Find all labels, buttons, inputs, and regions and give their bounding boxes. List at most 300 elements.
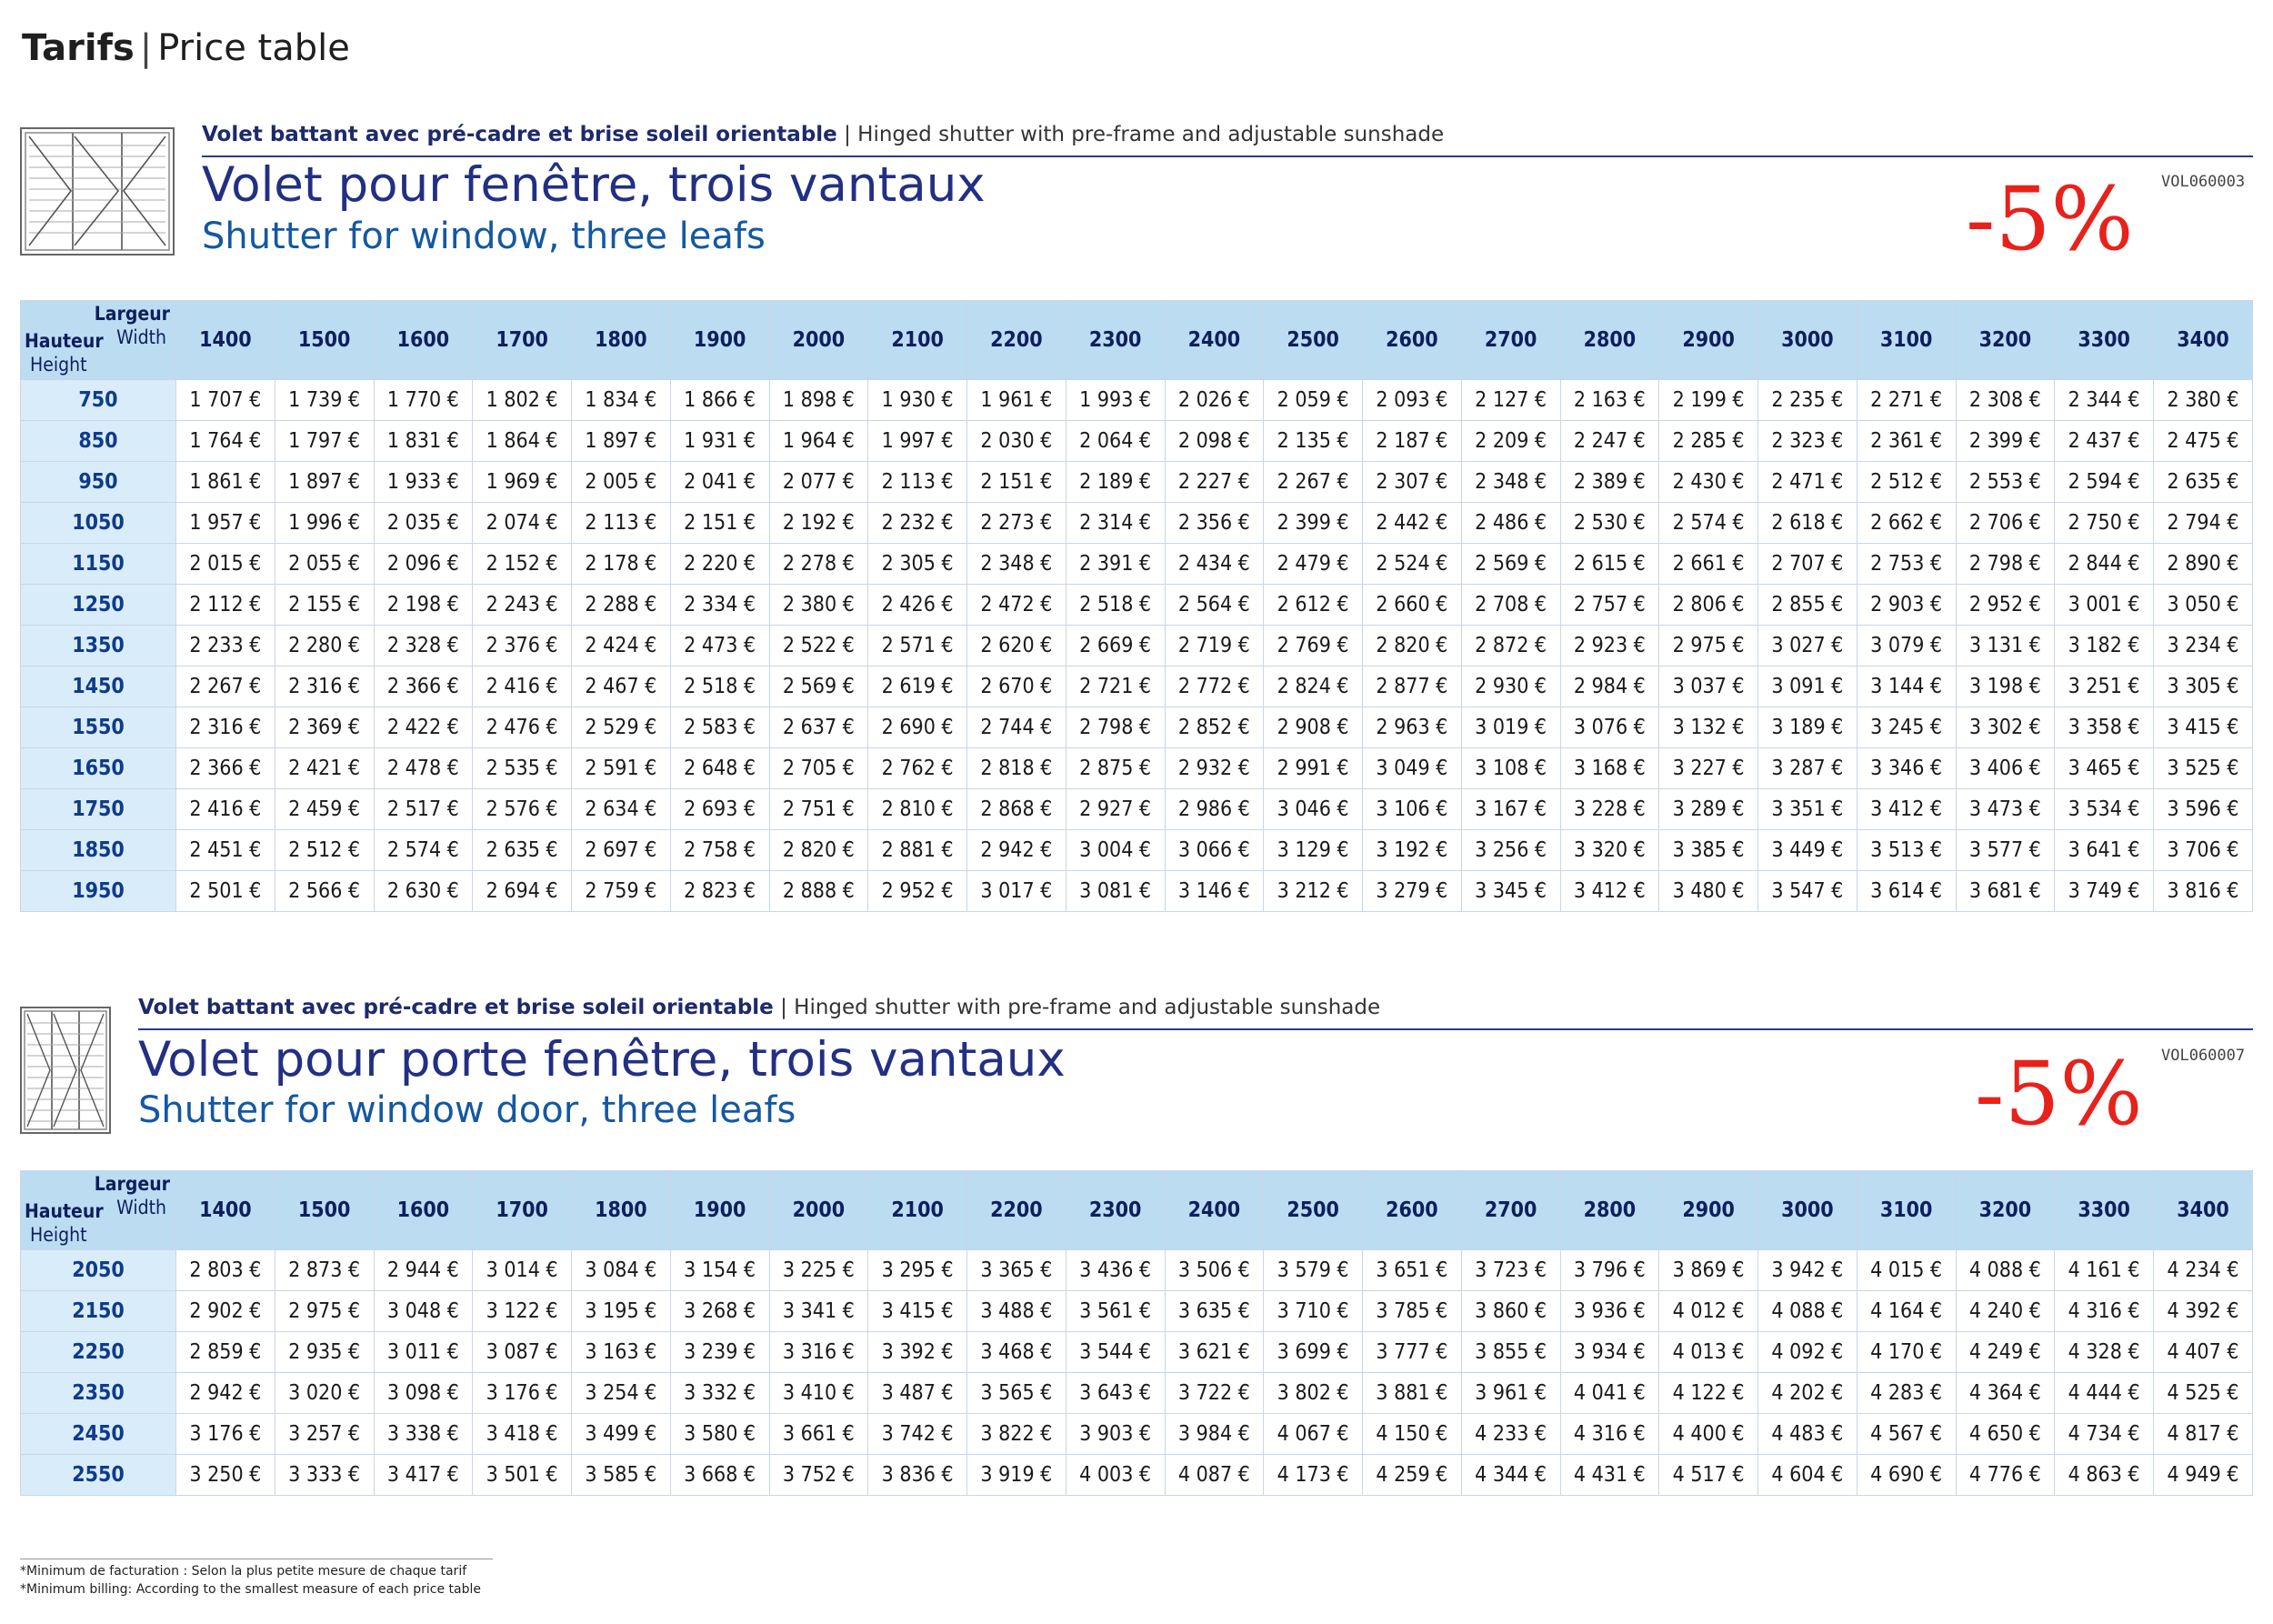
price-cell: 2 944 € xyxy=(374,1250,473,1291)
price-cell: 2 459 € xyxy=(275,789,374,830)
price-cell: 2 233 € xyxy=(176,626,275,667)
price-cell: 3 651 € xyxy=(1363,1250,1462,1291)
price-cell: 3 001 € xyxy=(2055,585,2154,626)
price-cell: 3 195 € xyxy=(572,1291,671,1332)
price-cell: 2 571 € xyxy=(868,626,967,667)
price-cell: 2 932 € xyxy=(1165,748,1264,789)
price-cell: 4 483 € xyxy=(1758,1414,1857,1455)
height-header: 2350 xyxy=(21,1373,176,1414)
page-title-rest: Price table xyxy=(157,27,350,69)
price-cell: 2 280 € xyxy=(275,626,374,667)
price-cell: 3 499 € xyxy=(572,1414,671,1455)
section-title-fr: Volet pour porte fenêtre, trois vantaux xyxy=(138,1032,1066,1088)
height-header: 1450 xyxy=(21,667,176,707)
price-cell: 2 635 € xyxy=(2154,462,2253,503)
price-cell: 2 564 € xyxy=(1165,585,1264,626)
price-cell: 2 220 € xyxy=(670,544,769,585)
subtitle-fr: Volet battant avec pré-cadre et brise soleil orientable xyxy=(202,123,837,146)
price-cell: 2 356 € xyxy=(1165,503,1264,544)
subtitle-divider: | xyxy=(780,996,787,1019)
price-cell: 2 806 € xyxy=(1659,585,1758,626)
price-cell: 2 112 € xyxy=(176,585,275,626)
price-cell: 2 366 € xyxy=(176,748,275,789)
price-cell: 2 178 € xyxy=(572,544,671,585)
price-cell: 3 049 € xyxy=(1363,748,1462,789)
page-title-bold: Tarifs xyxy=(22,27,135,69)
price-cell: 2 422 € xyxy=(374,707,473,748)
price-cell: 2 942 € xyxy=(176,1373,275,1414)
price-cell: 2 942 € xyxy=(967,830,1066,871)
price-cell: 2 192 € xyxy=(769,503,868,544)
price-cell: 3 436 € xyxy=(1066,1250,1165,1291)
price-cell: 2 707 € xyxy=(1758,544,1857,585)
price-cell: 2 307 € xyxy=(1363,462,1462,503)
price-cell: 2 501 € xyxy=(176,871,275,912)
price-cell: 2 344 € xyxy=(2055,380,2154,421)
price-cell: 3 050 € xyxy=(2154,585,2253,626)
price-cell: 2 635 € xyxy=(473,830,572,871)
height-header: 1550 xyxy=(21,707,176,748)
price-cell: 1 831 € xyxy=(374,421,473,462)
height-header: 2550 xyxy=(21,1455,176,1496)
price-cell: 3 163 € xyxy=(572,1332,671,1373)
price-cell: 4 316 € xyxy=(2055,1291,2154,1332)
table-row xyxy=(21,380,2253,421)
page-title-separator: | xyxy=(139,27,153,69)
footnote-fr: *Minimum de facturation : Selon la plus petite mesure de chaque tarif xyxy=(20,1564,467,1579)
price-cell: 3 316 € xyxy=(769,1332,868,1373)
price-cell: 2 163 € xyxy=(1560,380,1659,421)
price-cell: 2 235 € xyxy=(1758,380,1857,421)
price-cell: 3 984 € xyxy=(1165,1414,1264,1455)
width-header: 3200 xyxy=(1956,1171,2055,1250)
price-cell: 2 670 € xyxy=(967,667,1066,707)
width-header: 2500 xyxy=(1264,301,1363,380)
width-header: 2900 xyxy=(1659,1171,1758,1250)
price-cell: 2 661 € xyxy=(1659,544,1758,585)
corner-width: Width xyxy=(116,1197,166,1218)
price-cell: 3 132 € xyxy=(1659,707,1758,748)
price-cell: 4 067 € xyxy=(1264,1414,1363,1455)
price-cell: 4 088 € xyxy=(1758,1291,1857,1332)
price-cell: 3 037 € xyxy=(1659,667,1758,707)
price-cell: 2 041 € xyxy=(670,462,769,503)
price-cell: 2 437 € xyxy=(2055,421,2154,462)
price-cell: 3 881 € xyxy=(1363,1373,1462,1414)
price-cell: 2 753 € xyxy=(1857,544,1956,585)
price-cell: 3 525 € xyxy=(2154,748,2253,789)
price-cell: 4 316 € xyxy=(1560,1414,1659,1455)
price-cell: 2 391 € xyxy=(1066,544,1165,585)
price-cell: 4 092 € xyxy=(1758,1332,1857,1373)
price-cell: 1 969 € xyxy=(473,462,572,503)
height-header: 1050 xyxy=(21,503,176,544)
width-header: 2200 xyxy=(967,1171,1066,1250)
price-cell: 3 855 € xyxy=(1461,1332,1560,1373)
price-cell: 2 566 € xyxy=(275,871,374,912)
price-cell: 3 699 € xyxy=(1264,1332,1363,1373)
price-cell: 4 407 € xyxy=(2154,1332,2253,1373)
product-ref: VOL060003 xyxy=(2161,173,2246,191)
discount-badge: -5% xyxy=(1966,168,2134,270)
price-cell: 2 818 € xyxy=(967,748,1066,789)
price-cell: 3 415 € xyxy=(868,1291,967,1332)
price-cell: 3 287 € xyxy=(1758,748,1857,789)
price-cell: 3 936 € xyxy=(1560,1291,1659,1332)
price-cell: 3 338 € xyxy=(374,1414,473,1455)
price-cell: 2 093 € xyxy=(1363,380,1462,421)
price-cell: 2 035 € xyxy=(374,503,473,544)
price-cell: 3 122 € xyxy=(473,1291,572,1332)
price-cell: 2 803 € xyxy=(176,1250,275,1291)
price-cell: 2 113 € xyxy=(868,462,967,503)
price-cell: 3 596 € xyxy=(2154,789,2253,830)
price-cell: 2 569 € xyxy=(1461,544,1560,585)
height-header: 1750 xyxy=(21,789,176,830)
price-cell: 4 817 € xyxy=(2154,1414,2253,1455)
table-row xyxy=(21,462,2253,503)
price-cell: 4 170 € xyxy=(1857,1332,1956,1373)
price-cell: 2 576 € xyxy=(473,789,572,830)
price-table xyxy=(20,300,2253,912)
price-cell: 3 011 € xyxy=(374,1332,473,1373)
price-cell: 4 604 € xyxy=(1758,1455,1857,1496)
price-cell: 2 518 € xyxy=(670,667,769,707)
price-cell: 3 565 € xyxy=(967,1373,1066,1414)
price-cell: 2 273 € xyxy=(967,503,1066,544)
price-cell: 1 770 € xyxy=(374,380,473,421)
price-cell: 2 630 € xyxy=(374,871,473,912)
table-row xyxy=(21,830,2253,871)
price-cell: 2 615 € xyxy=(1560,544,1659,585)
price-cell: 3 418 € xyxy=(473,1414,572,1455)
price-cell: 3 020 € xyxy=(275,1373,374,1414)
price-cell: 2 927 € xyxy=(1066,789,1165,830)
price-cell: 2 660 € xyxy=(1363,585,1462,626)
price-cell: 3 580 € xyxy=(670,1414,769,1455)
price-cell: 1 931 € xyxy=(670,421,769,462)
width-header: 2300 xyxy=(1066,301,1165,380)
price-cell: 2 757 € xyxy=(1560,585,1659,626)
width-header: 2100 xyxy=(868,1171,967,1250)
width-header: 2900 xyxy=(1659,301,1758,380)
price-cell: 2 855 € xyxy=(1758,585,1857,626)
width-header: 1600 xyxy=(374,1171,473,1250)
price-cell: 1 964 € xyxy=(769,421,868,462)
price-cell: 3 661 € xyxy=(769,1414,868,1455)
price-cell: 2 473 € xyxy=(670,626,769,667)
section-subtitle xyxy=(138,996,1380,1019)
price-cell: 3 392 € xyxy=(868,1332,967,1373)
price-cell: 2 198 € xyxy=(374,585,473,626)
price-cell: 3 749 € xyxy=(2055,871,2154,912)
height-header: 2450 xyxy=(21,1414,176,1455)
price-cell: 2 015 € xyxy=(176,544,275,585)
price-cell: 2 189 € xyxy=(1066,462,1165,503)
price-cell: 2 512 € xyxy=(275,830,374,871)
price-cell: 2 278 € xyxy=(769,544,868,585)
price-cell: 2 612 € xyxy=(1264,585,1363,626)
price-cell: 3 465 € xyxy=(2055,748,2154,789)
price-cell: 4 431 € xyxy=(1560,1455,1659,1496)
price-cell: 2 479 € xyxy=(1264,544,1363,585)
width-header: 1500 xyxy=(275,1171,374,1250)
price-cell: 3 154 € xyxy=(670,1250,769,1291)
price-cell: 3 027 € xyxy=(1758,626,1857,667)
price-cell: 3 254 € xyxy=(572,1373,671,1414)
price-cell: 4 364 € xyxy=(1956,1373,2055,1414)
price-cell: 2 517 € xyxy=(374,789,473,830)
price-cell: 3 412 € xyxy=(1560,871,1659,912)
price-cell: 4 041 € xyxy=(1560,1373,1659,1414)
price-cell: 3 836 € xyxy=(868,1455,967,1496)
price-cell: 3 365 € xyxy=(967,1250,1066,1291)
table-row xyxy=(21,707,2253,748)
price-cell: 3 305 € xyxy=(2154,667,2253,707)
price-cell: 2 380 € xyxy=(769,585,868,626)
price-cell: 3 198 € xyxy=(1956,667,2055,707)
table-row xyxy=(21,1250,2253,1291)
price-cell: 3 168 € xyxy=(1560,748,1659,789)
price-cell: 2 055 € xyxy=(275,544,374,585)
price-cell: 1 897 € xyxy=(275,462,374,503)
price-cell: 1 957 € xyxy=(176,503,275,544)
price-cell: 3 816 € xyxy=(2154,871,2253,912)
discount-badge: -5% xyxy=(1975,1043,2143,1145)
price-cell: 2 690 € xyxy=(868,707,967,748)
price-cell: 2 902 € xyxy=(176,1291,275,1332)
price-cell: 2 669 € xyxy=(1066,626,1165,667)
price-cell: 3 351 € xyxy=(1758,789,1857,830)
price-cell: 2 059 € xyxy=(1264,380,1363,421)
price-cell: 3 822 € xyxy=(967,1414,1066,1455)
footnote-en: *Minimum billing: According to the smallest measure of each price table xyxy=(20,1582,481,1597)
price-cell: 1 834 € xyxy=(572,380,671,421)
price-cell: 3 869 € xyxy=(1659,1250,1758,1291)
price-cell: 2 285 € xyxy=(1659,421,1758,462)
table-row xyxy=(21,544,2253,585)
price-cell: 3 577 € xyxy=(1956,830,2055,871)
width-header: 3300 xyxy=(2055,301,2154,380)
width-header: 1500 xyxy=(275,301,374,380)
price-cell: 3 234 € xyxy=(2154,626,2253,667)
width-header: 3400 xyxy=(2154,301,2253,380)
corner-width: Width xyxy=(116,326,166,348)
price-cell: 3 480 € xyxy=(1659,871,1758,912)
price-cell: 3 417 € xyxy=(374,1455,473,1496)
width-header: 2800 xyxy=(1560,301,1659,380)
price-cell: 2 810 € xyxy=(868,789,967,830)
price-cell: 3 346 € xyxy=(1857,748,1956,789)
table-row xyxy=(21,667,2253,707)
price-cell: 3 643 € xyxy=(1066,1373,1165,1414)
price-cell: 2 098 € xyxy=(1165,421,1264,462)
price-cell: 1 996 € xyxy=(275,503,374,544)
table-row xyxy=(21,585,2253,626)
table-header-row xyxy=(21,301,2253,380)
price-cell: 1 993 € xyxy=(1066,380,1165,421)
price-cell: 2 328 € xyxy=(374,626,473,667)
price-cell: 2 823 € xyxy=(670,871,769,912)
price-cell: 2 451 € xyxy=(176,830,275,871)
price-cell: 4 233 € xyxy=(1461,1414,1560,1455)
price-cell: 3 129 € xyxy=(1264,830,1363,871)
price-cell: 1 961 € xyxy=(967,380,1066,421)
price-cell: 2 618 € xyxy=(1758,503,1857,544)
price-cell: 2 416 € xyxy=(176,789,275,830)
price-cell: 2 844 € xyxy=(2055,544,2154,585)
price-cell: 1 930 € xyxy=(868,380,967,421)
price-cell: 3 017 € xyxy=(967,871,1066,912)
price-cell: 2 247 € xyxy=(1560,421,1659,462)
price-cell: 2 151 € xyxy=(670,503,769,544)
price-cell: 2 762 € xyxy=(868,748,967,789)
price-cell: 2 619 € xyxy=(868,667,967,707)
width-header: 1400 xyxy=(176,301,275,380)
price-cell: 4 259 € xyxy=(1363,1455,1462,1496)
price-cell: 3 415 € xyxy=(2154,707,2253,748)
price-table xyxy=(20,1170,2253,1496)
price-cell: 4 328 € xyxy=(2055,1332,2154,1373)
width-header: 1800 xyxy=(572,301,671,380)
price-cell: 4 949 € xyxy=(2154,1455,2253,1496)
price-cell: 2 416 € xyxy=(473,667,572,707)
price-cell: 2 486 € xyxy=(1461,503,1560,544)
price-cell: 3 802 € xyxy=(1264,1373,1363,1414)
subtitle-fr: Volet battant avec pré-cadre et brise soleil orientable xyxy=(138,996,774,1019)
height-header: 2150 xyxy=(21,1291,176,1332)
height-header: 1850 xyxy=(21,830,176,871)
width-header: 3100 xyxy=(1857,301,1956,380)
price-cell: 3 406 € xyxy=(1956,748,2055,789)
price-cell: 2 305 € xyxy=(868,544,967,585)
price-cell: 3 919 € xyxy=(967,1455,1066,1496)
width-header: 3000 xyxy=(1758,1171,1857,1250)
price-cell: 2 930 € xyxy=(1461,667,1560,707)
price-cell: 2 323 € xyxy=(1758,421,1857,462)
price-cell: 2 794 € xyxy=(2154,503,2253,544)
section-title-fr: Volet pour fenêtre, trois vantaux xyxy=(202,157,986,213)
price-cell: 2 706 € xyxy=(1956,503,2055,544)
width-header: 3100 xyxy=(1857,1171,1956,1250)
price-cell: 3 487 € xyxy=(868,1373,967,1414)
price-cell: 1 898 € xyxy=(769,380,868,421)
price-cell: 3 752 € xyxy=(769,1455,868,1496)
price-cell: 2 868 € xyxy=(967,789,1066,830)
price-cell: 3 706 € xyxy=(2154,830,2253,871)
subtitle-en: Hinged shutter with pre-frame and adjustable sunshade xyxy=(794,996,1381,1019)
price-cell: 3 091 € xyxy=(1758,667,1857,707)
price-cell: 3 410 € xyxy=(769,1373,868,1414)
width-header: 2300 xyxy=(1066,1171,1165,1250)
price-cell: 3 084 € xyxy=(572,1250,671,1291)
height-header: 1250 xyxy=(21,585,176,626)
price-cell: 2 759 € xyxy=(572,871,671,912)
height-header: 750 xyxy=(21,380,176,421)
price-cell: 3 412 € xyxy=(1857,789,1956,830)
price-cell: 2 721 € xyxy=(1066,667,1165,707)
price-cell: 3 076 € xyxy=(1560,707,1659,748)
price-cell: 3 066 € xyxy=(1165,830,1264,871)
price-cell: 3 742 € xyxy=(868,1414,967,1455)
price-cell: 2 127 € xyxy=(1461,380,1560,421)
price-cell: 4 690 € xyxy=(1857,1455,1956,1496)
price-cell: 2 271 € xyxy=(1857,380,1956,421)
table-row xyxy=(21,748,2253,789)
table-corner-header xyxy=(21,301,176,380)
price-cell: 2 399 € xyxy=(1264,503,1363,544)
price-cell: 3 239 € xyxy=(670,1332,769,1373)
price-cell: 4 150 € xyxy=(1363,1414,1462,1455)
section-title-en: Shutter for window, three leafs xyxy=(202,216,766,257)
price-cell: 3 635 € xyxy=(1165,1291,1264,1332)
price-cell: 3 961 € xyxy=(1461,1373,1560,1414)
price-cell: 2 975 € xyxy=(275,1291,374,1332)
price-cell: 2 594 € xyxy=(2055,462,2154,503)
price-cell: 2 859 € xyxy=(176,1332,275,1373)
price-cell: 3 723 € xyxy=(1461,1250,1560,1291)
shutter-three-leaf-door-icon xyxy=(20,1007,111,1134)
table-row xyxy=(21,1373,2253,1414)
table-row xyxy=(21,421,2253,462)
price-cell: 2 591 € xyxy=(572,748,671,789)
price-cell: 3 048 € xyxy=(374,1291,473,1332)
price-cell: 1 866 € xyxy=(670,380,769,421)
width-header: 1600 xyxy=(374,301,473,380)
price-cell: 3 046 € xyxy=(1264,789,1363,830)
table-row xyxy=(21,1291,2253,1332)
price-cell: 3 295 € xyxy=(868,1250,967,1291)
width-header: 2000 xyxy=(769,1171,868,1250)
height-header: 2050 xyxy=(21,1250,176,1291)
price-cell: 2 471 € xyxy=(1758,462,1857,503)
price-cell: 2 434 € xyxy=(1165,544,1264,585)
price-cell: 2 705 € xyxy=(769,748,868,789)
price-cell: 1 764 € xyxy=(176,421,275,462)
price-cell: 2 984 € xyxy=(1560,667,1659,707)
price-cell: 2 935 € xyxy=(275,1332,374,1373)
price-cell: 3 176 € xyxy=(176,1414,275,1455)
price-cell: 2 574 € xyxy=(374,830,473,871)
width-header: 1700 xyxy=(473,301,572,380)
price-cell: 2 583 € xyxy=(670,707,769,748)
width-header: 1700 xyxy=(473,1171,572,1250)
price-cell: 2 750 € xyxy=(2055,503,2154,544)
price-cell: 1 861 € xyxy=(176,462,275,503)
price-cell: 4 015 € xyxy=(1857,1250,1956,1291)
width-header: 1400 xyxy=(176,1171,275,1250)
section-rule xyxy=(138,1028,2253,1030)
width-header: 2800 xyxy=(1560,1171,1659,1250)
table-row xyxy=(21,503,2253,544)
price-cell: 3 144 € xyxy=(1857,667,1956,707)
price-cell: 2 769 € xyxy=(1264,626,1363,667)
price-cell: 1 797 € xyxy=(275,421,374,462)
width-header: 2700 xyxy=(1461,301,1560,380)
price-cell: 2 308 € xyxy=(1956,380,2055,421)
price-cell: 3 488 € xyxy=(967,1291,1066,1332)
price-cell: 2 535 € xyxy=(473,748,572,789)
price-cell: 2 952 € xyxy=(1956,585,2055,626)
height-header: 950 xyxy=(21,462,176,503)
price-cell: 2 348 € xyxy=(967,544,1066,585)
price-cell: 3 320 € xyxy=(1560,830,1659,871)
page-title xyxy=(22,27,350,69)
price-cell: 3 621 € xyxy=(1165,1332,1264,1373)
price-cell: 2 005 € xyxy=(572,462,671,503)
price-cell: 2 694 € xyxy=(473,871,572,912)
price-cell: 3 547 € xyxy=(1758,871,1857,912)
